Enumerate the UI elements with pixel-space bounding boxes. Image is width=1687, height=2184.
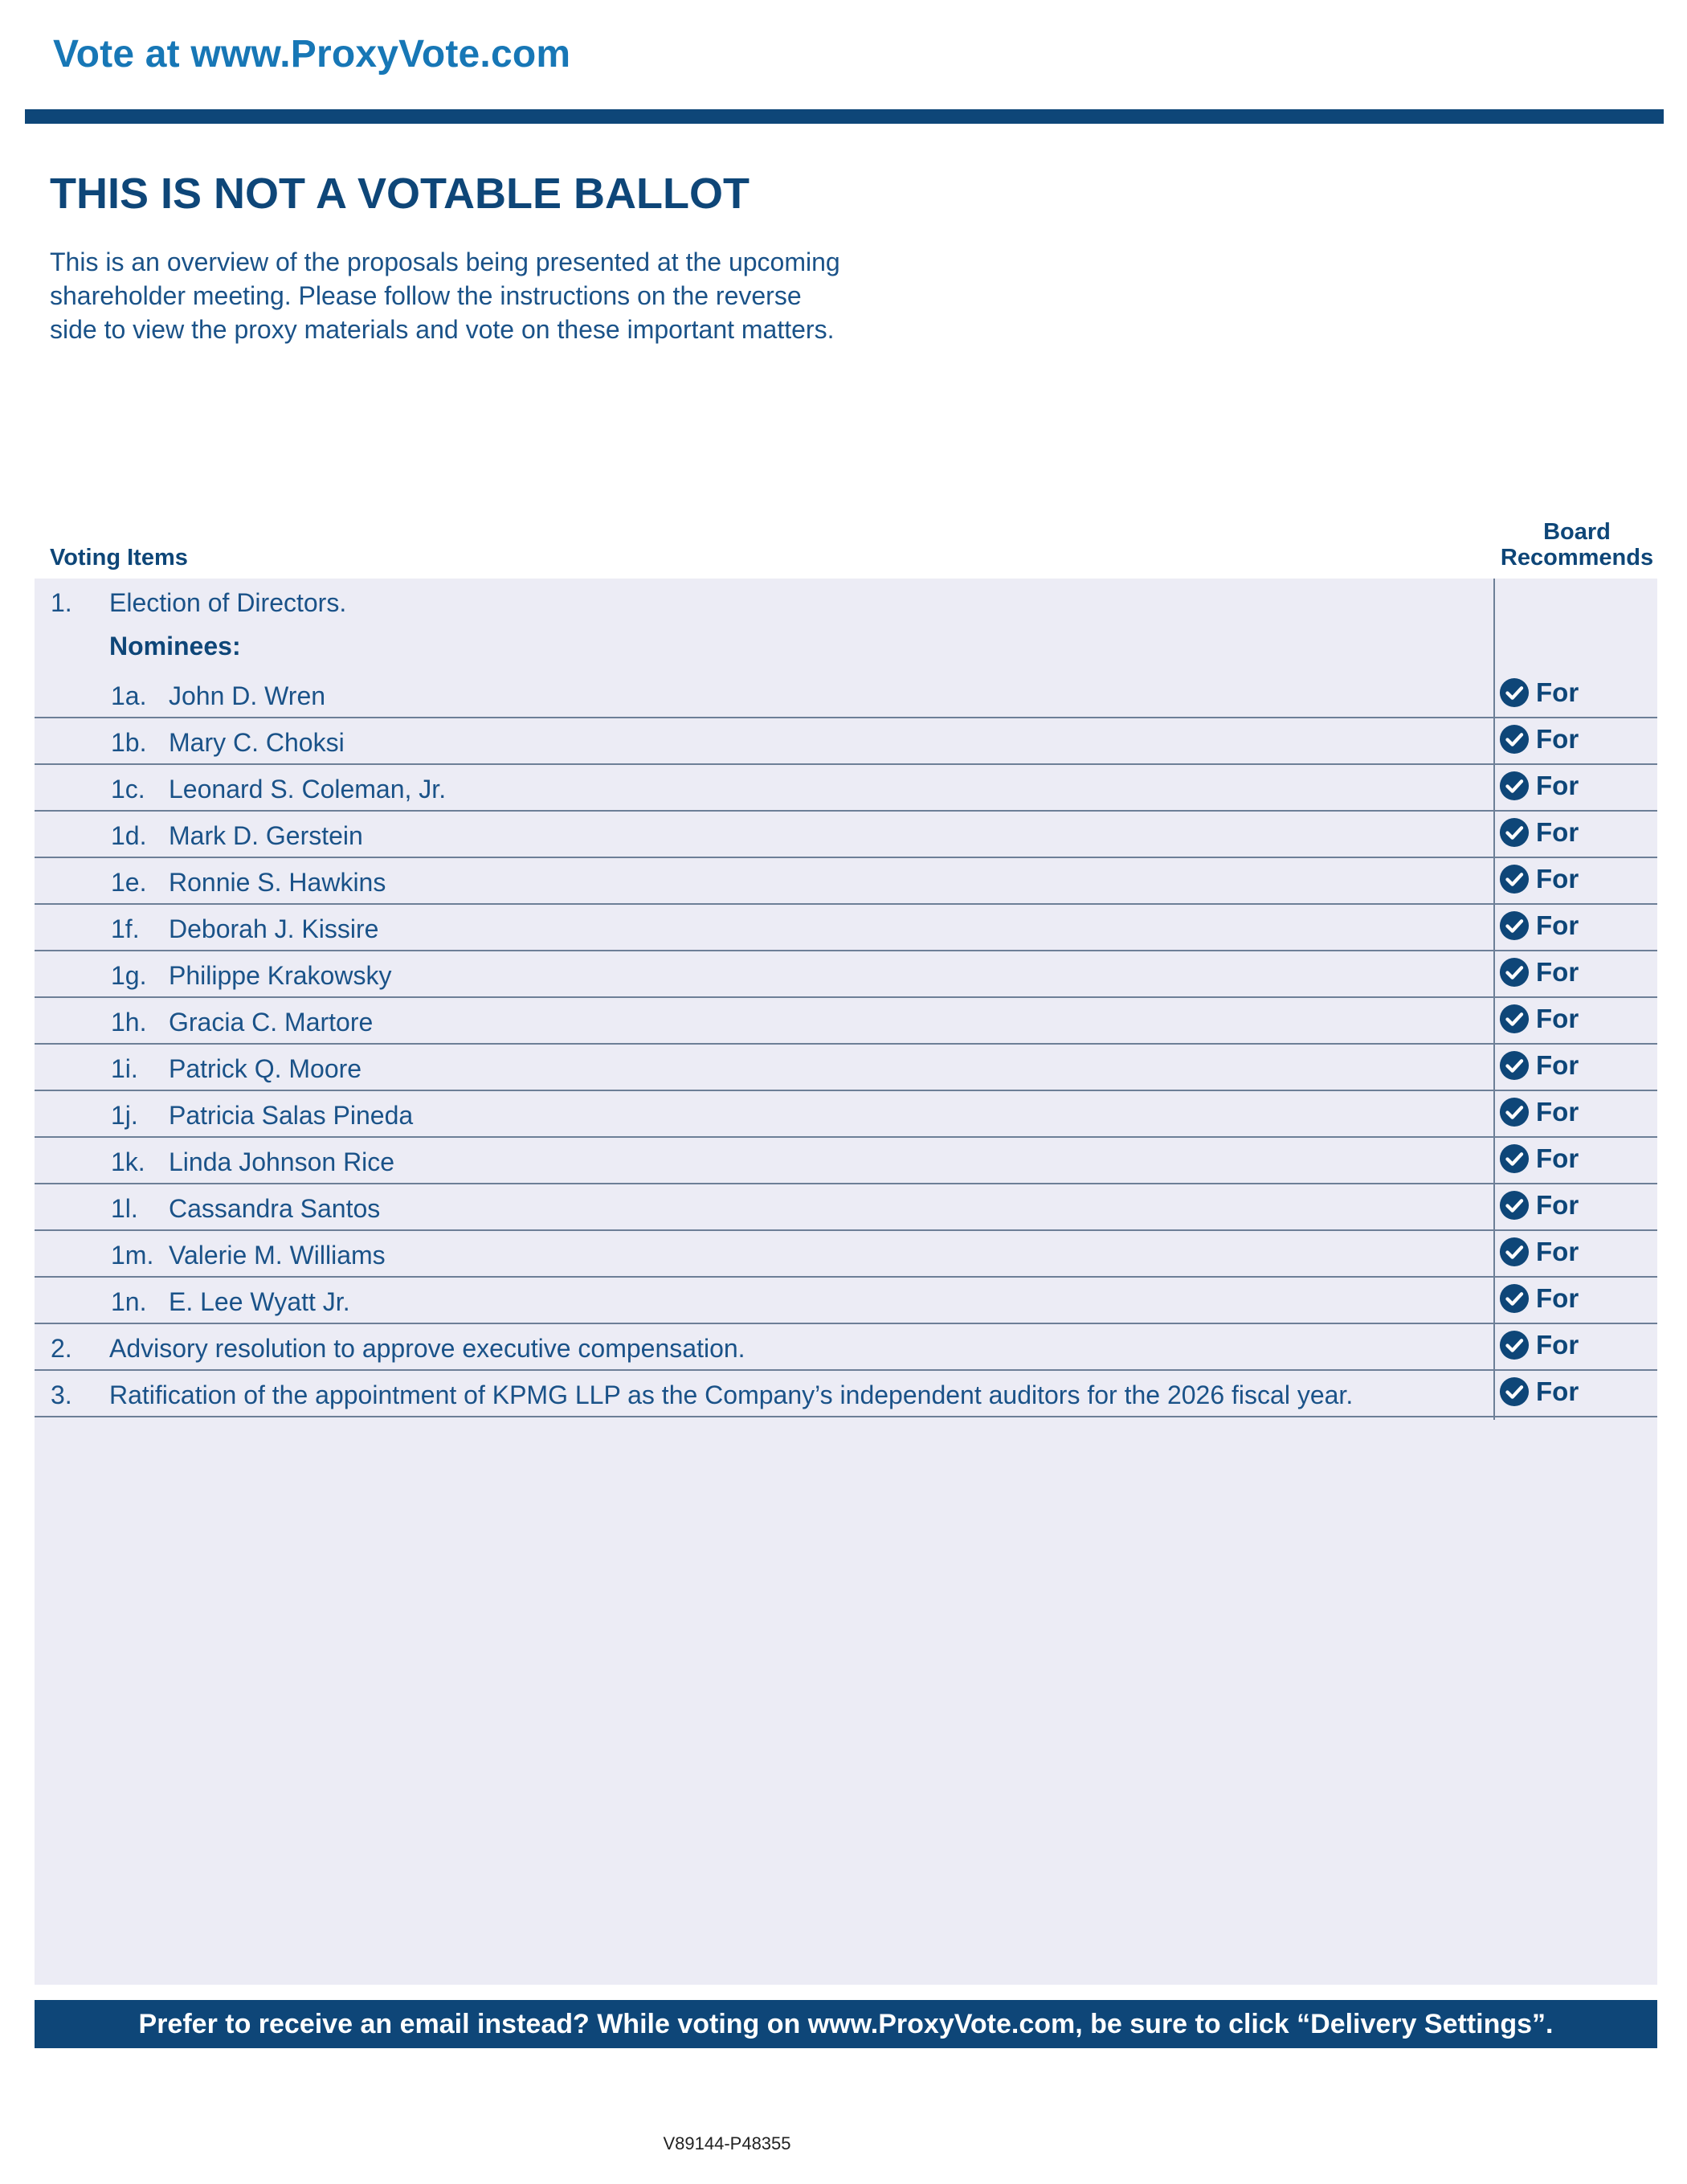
nominee-number: 1g. xyxy=(111,961,147,990)
check-circle-icon xyxy=(1499,1237,1530,1267)
item-text: Election of Directors. xyxy=(109,588,347,617)
vote-url-header: Vote at www.ProxyVote.com xyxy=(53,33,571,76)
intro-text: This is an overview of the proposals being presented at the upcoming shareholder meeting. Please follow the instructions on the reverse side to view the proxy materials and vote on these important matters. xyxy=(50,247,840,344)
recommendation-label: For xyxy=(1536,677,1579,707)
nominee-name: Patricia Salas Pineda xyxy=(169,1101,414,1130)
recommendation-label: For xyxy=(1536,1330,1579,1360)
table-row xyxy=(35,1091,1657,1138)
table-row xyxy=(35,718,1657,765)
board-recommendation xyxy=(1499,1097,1579,1127)
page-title: THIS IS NOT A VOTABLE BALLOT xyxy=(50,170,750,218)
column-header-voting-items: Voting Items xyxy=(50,545,188,571)
nominee-name: Patrick Q. Moore xyxy=(169,1054,362,1083)
board-recommendation xyxy=(1499,864,1579,894)
check-circle-icon xyxy=(1499,1143,1530,1174)
table-row xyxy=(35,672,1657,718)
document-code: V89144-P48355 xyxy=(663,2133,791,2153)
nominee-name: Valerie M. Williams xyxy=(169,1241,386,1270)
proposal-text: Ratification of the appointment of KPMG LLP as the Company’s independent auditors for the 2026 fiscal year. xyxy=(109,1380,1354,1409)
nominee-name: Mary C. Choksi xyxy=(169,728,345,757)
recommendation-label: For xyxy=(1536,864,1579,894)
nominee-number: 1h. xyxy=(111,1008,147,1037)
proposal-text: Advisory resolution to approve executive compensation. xyxy=(109,1334,745,1363)
proposal-number: 3. xyxy=(51,1380,72,1409)
recommendation-label: For xyxy=(1536,910,1579,940)
nominee-number: 1m. xyxy=(111,1241,154,1270)
recommendation-label: For xyxy=(1536,771,1579,800)
table-row xyxy=(35,812,1657,858)
table-row xyxy=(35,905,1657,951)
nominee-name: Leonard S. Coleman, Jr. xyxy=(169,775,447,804)
board-recommendation xyxy=(1499,724,1579,755)
table-row xyxy=(35,1324,1657,1371)
check-circle-icon xyxy=(1499,1004,1530,1034)
table-row xyxy=(35,858,1657,905)
nominee-name: E. Lee Wyatt Jr. xyxy=(169,1287,350,1316)
check-circle-icon xyxy=(1499,1097,1530,1127)
check-circle-icon xyxy=(1499,771,1530,801)
recommendation-label: For xyxy=(1536,1237,1579,1266)
check-circle-icon xyxy=(1499,864,1530,894)
nominee-name: Mark D. Gerstein xyxy=(169,821,363,850)
board-recommendation xyxy=(1499,1004,1579,1034)
board-recommendation xyxy=(1499,677,1579,708)
board-recommendation xyxy=(1499,817,1579,848)
check-circle-icon xyxy=(1499,724,1530,755)
recommendation-label: For xyxy=(1536,1050,1579,1080)
header-rule xyxy=(25,109,1664,124)
nominee-number: 1e. xyxy=(111,868,147,897)
proposal-number: 2. xyxy=(51,1334,72,1363)
column-header-line: Board xyxy=(1543,519,1611,545)
check-circle-icon xyxy=(1499,910,1530,941)
board-recommendation xyxy=(1499,1283,1579,1314)
recommendation-label: For xyxy=(1536,1376,1579,1406)
recommendation-label: For xyxy=(1536,1004,1579,1033)
nominee-number: 1k. xyxy=(111,1147,145,1176)
recommendation-label: For xyxy=(1536,1097,1579,1127)
nominee-name: Gracia C. Martore xyxy=(169,1008,374,1037)
nominee-number: 1a. xyxy=(111,681,147,710)
nominee-name: Cassandra Santos xyxy=(169,1194,381,1223)
nominee-number: 1c. xyxy=(111,775,145,804)
table-row xyxy=(35,1138,1657,1184)
check-circle-icon xyxy=(1499,1376,1530,1407)
board-recommendation xyxy=(1499,1376,1579,1407)
table-row xyxy=(35,1231,1657,1278)
board-recommendation xyxy=(1499,1330,1579,1360)
nominee-name: Ronnie S. Hawkins xyxy=(169,868,386,897)
check-circle-icon xyxy=(1499,1283,1530,1314)
board-recommendation xyxy=(1499,1143,1579,1174)
table-row xyxy=(35,1184,1657,1231)
nominee-number: 1d. xyxy=(111,821,147,850)
table-row xyxy=(35,951,1657,998)
nominee-name: Deborah J. Kissire xyxy=(169,914,379,943)
nominee-name: Philippe Krakowsky xyxy=(169,961,392,990)
recommendation-label: For xyxy=(1536,1143,1579,1173)
column-header-line: Recommends xyxy=(1500,545,1654,571)
recommendation-label: For xyxy=(1536,817,1579,847)
table-row xyxy=(35,765,1657,812)
nominee-number: 1l. xyxy=(111,1194,138,1223)
check-circle-icon xyxy=(1499,1190,1530,1221)
board-recommendation xyxy=(1499,957,1579,988)
check-circle-icon xyxy=(1499,677,1530,708)
nominee-number: 1j. xyxy=(111,1101,138,1130)
email-delivery-banner: Prefer to receive an email instead? While voting on www.ProxyVote.com, be sure to click “Delivery Settings”. xyxy=(35,2000,1657,2048)
check-circle-icon xyxy=(1499,1050,1530,1081)
board-recommendation xyxy=(1499,771,1579,801)
board-recommendation xyxy=(1499,1237,1579,1267)
check-circle-icon xyxy=(1499,817,1530,848)
recommendation-label: For xyxy=(1536,1190,1579,1220)
table-row xyxy=(35,1045,1657,1091)
nominee-name: John D. Wren xyxy=(169,681,326,710)
nominee-number: 1b. xyxy=(111,728,147,757)
nominee-number: 1n. xyxy=(111,1287,147,1316)
recommendation-label: For xyxy=(1536,957,1579,987)
nominee-number: 1i. xyxy=(111,1054,138,1083)
column-header-board-recommends xyxy=(1493,519,1661,571)
check-circle-icon xyxy=(1499,957,1530,988)
table-row xyxy=(35,1371,1657,1417)
board-recommendation xyxy=(1499,910,1579,941)
recommendation-label: For xyxy=(1536,724,1579,754)
table-row xyxy=(35,1278,1657,1324)
nominees-label: Nominees: xyxy=(109,632,241,661)
item-number: 1. xyxy=(51,588,72,617)
check-circle-icon xyxy=(1499,1330,1530,1360)
board-recommendation xyxy=(1499,1190,1579,1221)
nominee-number: 1f. xyxy=(111,914,140,943)
nominee-name: Linda Johnson Rice xyxy=(169,1147,395,1176)
recommendation-label: For xyxy=(1536,1283,1579,1313)
board-recommendation xyxy=(1499,1050,1579,1081)
table-row xyxy=(35,998,1657,1045)
